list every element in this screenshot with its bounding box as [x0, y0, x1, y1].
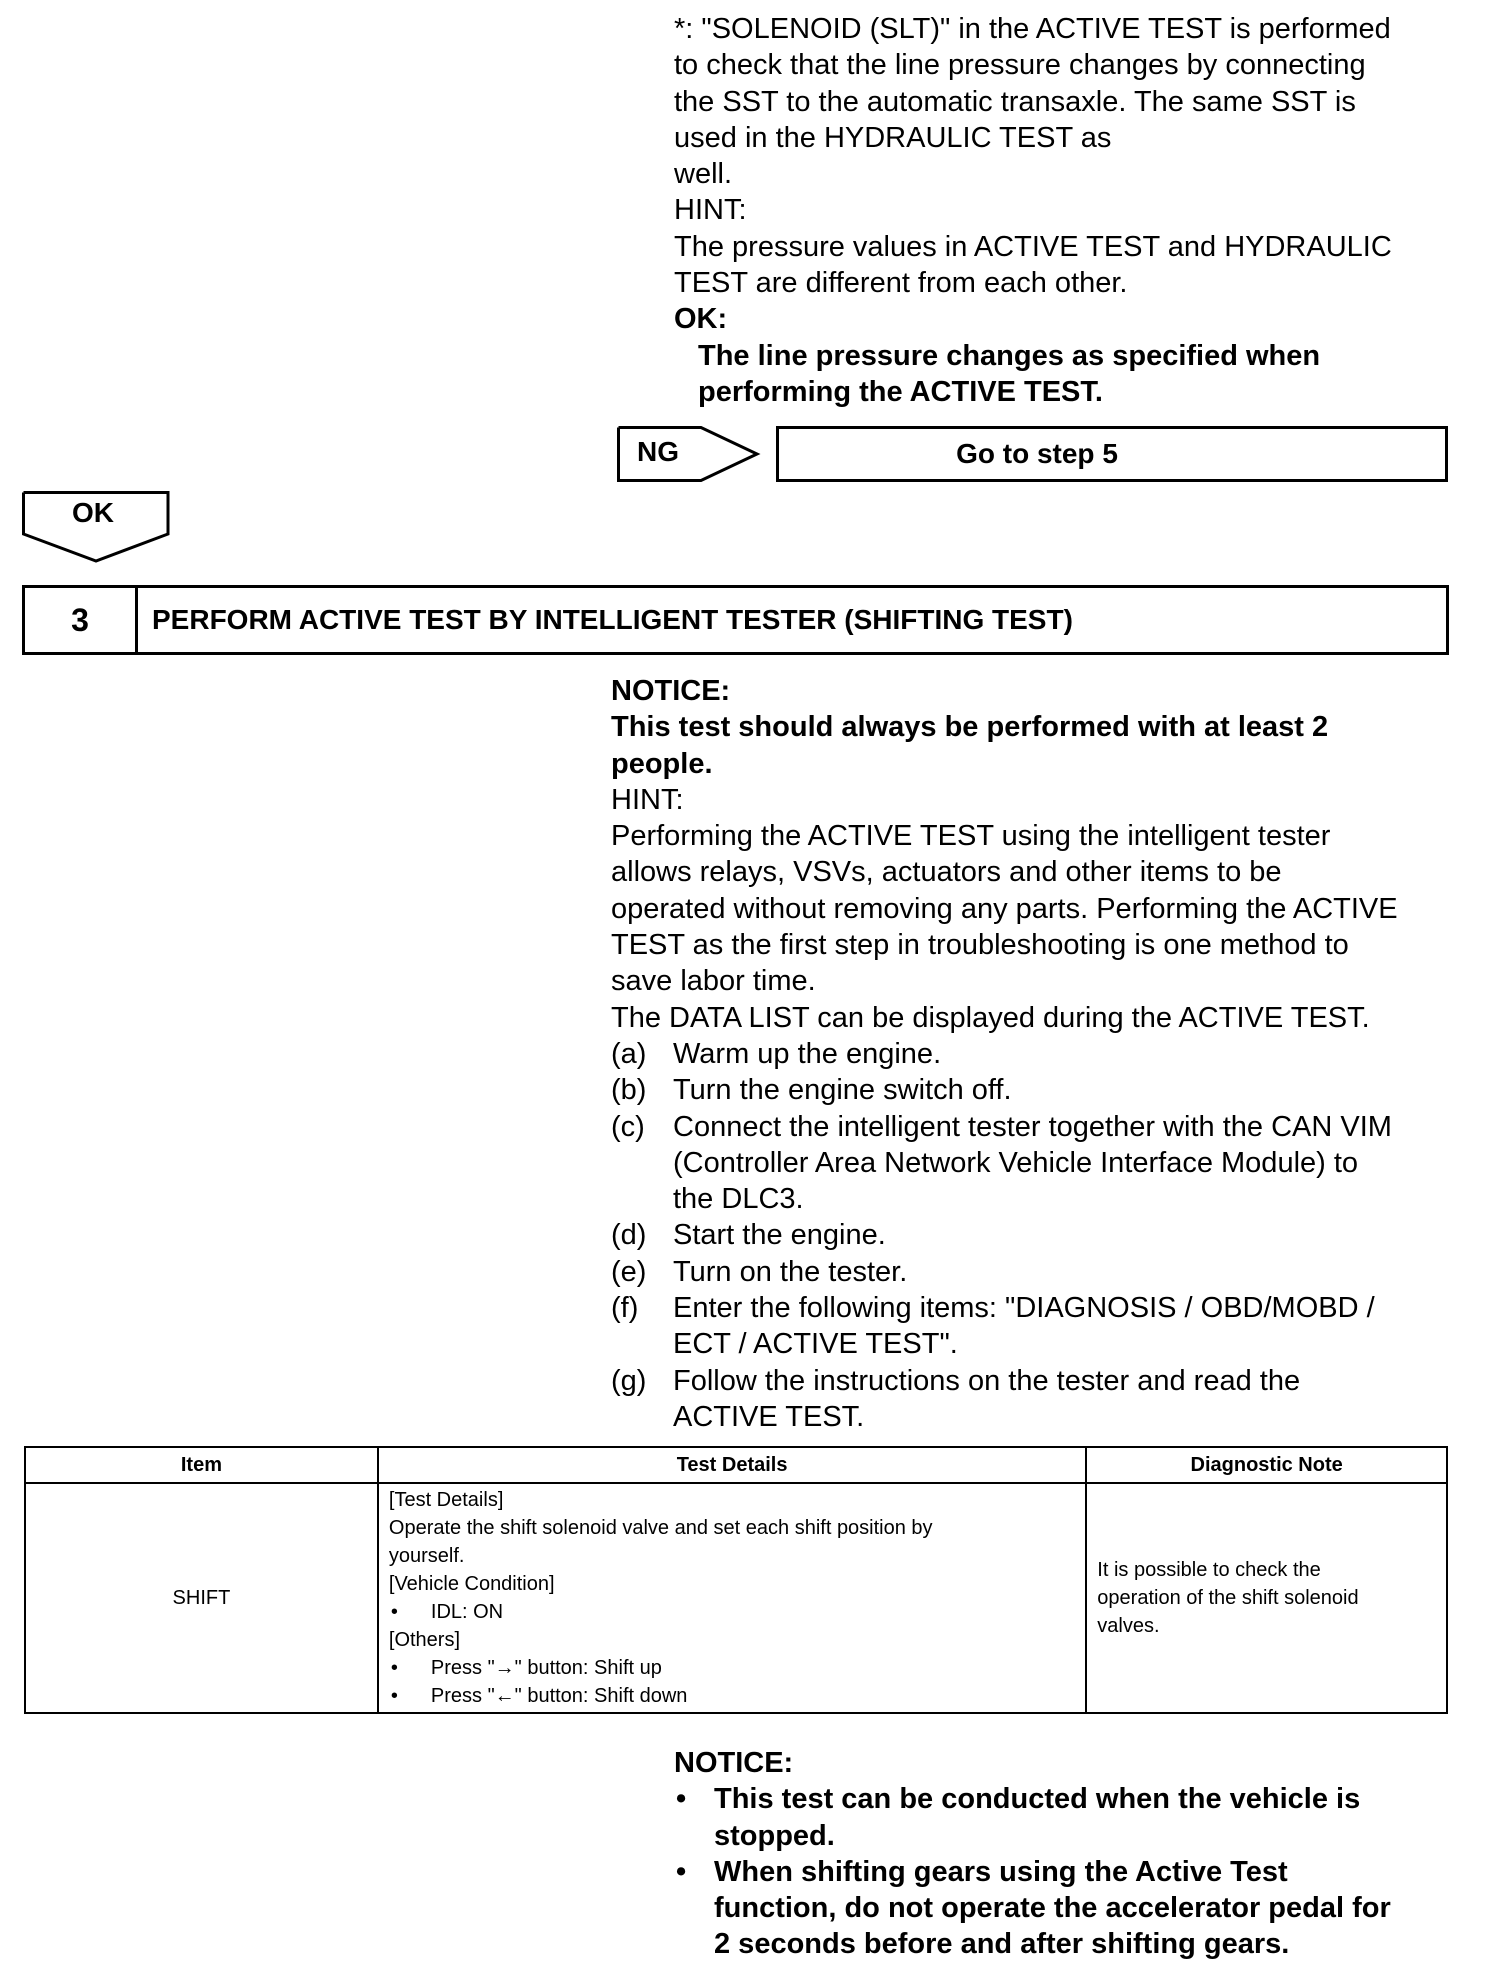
ok-branch-arrow: [22, 491, 172, 563]
notice-line: This test should always be performed with at least 2: [611, 711, 1329, 744]
table-row: [25, 1483, 1447, 1713]
note-line: valves.: [1097, 1615, 1160, 1637]
notice-bullet: [674, 1781, 1391, 1854]
solenoid-note-line: to check that the line pressure changes by connecting: [674, 49, 1366, 82]
ng-label: NG: [637, 436, 679, 467]
step-label: (g): [611, 1364, 647, 1397]
notice-bullet: [674, 1854, 1391, 1963]
cell-test-details: [378, 1483, 1086, 1713]
cell-item: [25, 1483, 378, 1713]
ok-criteria-line: The line pressure changes as specified when: [698, 339, 1321, 372]
procedure-step: [611, 1290, 1398, 1363]
notice-label: NOTICE:: [611, 675, 731, 707]
step-text: ACTIVE TEST.: [673, 1400, 865, 1433]
ok-criteria-label: OK:: [674, 303, 728, 336]
solenoid-note-line: *: "SOLENOID (SLT)" in the ACTIVE TEST is performed: [674, 13, 1391, 45]
procedure-step: [611, 1036, 1398, 1072]
notice-2: [674, 1745, 1391, 1963]
ng-branch-arrow: [617, 426, 767, 482]
hint-line: Performing the ACTIVE TEST using the intelligent tester: [611, 820, 1331, 853]
step-label: (d): [611, 1219, 647, 1252]
step-text: Turn the engine switch off.: [673, 1074, 1012, 1107]
item-name: SHIFT: [172, 1587, 231, 1609]
step-text: (Controller Area Network Vehicle Interface Module) to: [673, 1146, 1359, 1179]
step-text: Connect the intelligent tester together with the CAN VIM: [673, 1110, 1392, 1143]
hint-line: TEST as the first step in troubleshooting is one method to: [611, 929, 1349, 962]
step-label: (e): [611, 1255, 647, 1288]
test-details-line: Operate the shift solenoid valve and set each shift position by: [388, 1517, 933, 1539]
procedure-step: [611, 1363, 1398, 1436]
solenoid-note-line: used in the HYDRAULIC TEST as: [674, 121, 1112, 154]
step-title: PERFORM ACTIVE TEST BY INTELLIGENT TESTER (SHIFTING TEST): [152, 604, 1073, 635]
note-line: It is possible to check the: [1097, 1559, 1321, 1581]
notice-bullet-line: • This test can be conducted when the vehicle is: [714, 1783, 1361, 1816]
cell-diagnostic-note: [1086, 1483, 1447, 1713]
step-label: (f): [611, 1292, 639, 1325]
step-3-header: [22, 585, 1449, 655]
others-heading: [Others]: [388, 1629, 461, 1651]
step-text: Follow the instructions on the tester and read the: [673, 1364, 1301, 1397]
step-label: (c): [611, 1110, 645, 1143]
hint-line: save labor time.: [611, 965, 816, 998]
step-label: (b): [611, 1074, 647, 1107]
procedure-step: [611, 1072, 1398, 1108]
notice-bullet-line: stopped.: [714, 1819, 835, 1852]
step-text: Turn on the tester.: [673, 1255, 908, 1288]
goto-label: Go to step 5: [956, 438, 1118, 469]
solenoid-note-line: the SST to the automatic transaxle. The same SST is: [674, 85, 1356, 118]
step-text: ECT / ACTIVE TEST".: [673, 1328, 958, 1361]
hint-label: HINT:: [611, 783, 684, 816]
ok-criteria-line: performing the ACTIVE TEST.: [698, 375, 1103, 408]
notice-bullet-line: • When shifting gears using the Active Test: [714, 1855, 1288, 1888]
test-details-heading: [Test Details]: [388, 1489, 504, 1511]
notice-bullet-line: 2 seconds before and after shifting gears.: [714, 1928, 1290, 1961]
step-label: (a): [611, 1037, 647, 1070]
step-text: Warm up the engine.: [673, 1037, 942, 1070]
hint-line: operated without removing any parts. Performing the ACTIVE: [611, 892, 1398, 925]
table-header-row: [25, 1447, 1447, 1483]
ok-label: OK: [72, 497, 114, 528]
goto-step-5[interactable]: [776, 426, 1448, 482]
column-header-item: Item: [25, 1447, 378, 1483]
step-3-body: [611, 673, 1398, 1435]
notice-bullet-line: function, do not operate the accelerator pedal for: [714, 1892, 1391, 1925]
solenoid-note-line: well.: [674, 158, 733, 191]
procedure-step: [611, 1109, 1398, 1218]
test-details-line: yourself.: [388, 1545, 465, 1567]
ok-criteria-text: [674, 338, 1392, 411]
others-bullet: • Press "→" button: Shift up: [389, 1654, 1075, 1682]
step-text: the DLC3.: [673, 1183, 804, 1216]
column-header-test-details: Test Details: [378, 1447, 1086, 1483]
solenoid-note: [674, 11, 1392, 410]
step-text: Start the engine.: [673, 1219, 886, 1252]
note-line: operation of the shift solenoid: [1097, 1587, 1359, 1609]
procedure-step: [611, 1217, 1398, 1253]
vehicle-condition-bullet: • IDL: ON: [389, 1598, 1075, 1626]
column-header-diagnostic-note: Diagnostic Note: [1086, 1447, 1447, 1483]
hint-text-line: The pressure values in ACTIVE TEST and HYDRAULIC: [674, 230, 1392, 263]
notice-line: people.: [611, 747, 713, 780]
hint-text-line: TEST are different from each other.: [674, 267, 1128, 300]
hint-label: HINT:: [674, 194, 747, 227]
notice-label: NOTICE:: [674, 1747, 794, 1779]
step-text: Enter the following items: "DIAGNOSIS / OBD/MOBD /: [673, 1292, 1375, 1325]
data-list-note: The DATA LIST can be displayed during the ACTIVE TEST.: [611, 1001, 1370, 1034]
hint-line: allows relays, VSVs, actuators and other items to be: [611, 856, 1282, 889]
procedure-step: [611, 1254, 1398, 1290]
others-bullet: • Press "←" button: Shift down: [389, 1682, 1075, 1710]
vehicle-condition-heading: [Vehicle Condition]: [388, 1573, 555, 1595]
step-number: 3: [25, 588, 138, 652]
active-test-table: [24, 1446, 1448, 1714]
